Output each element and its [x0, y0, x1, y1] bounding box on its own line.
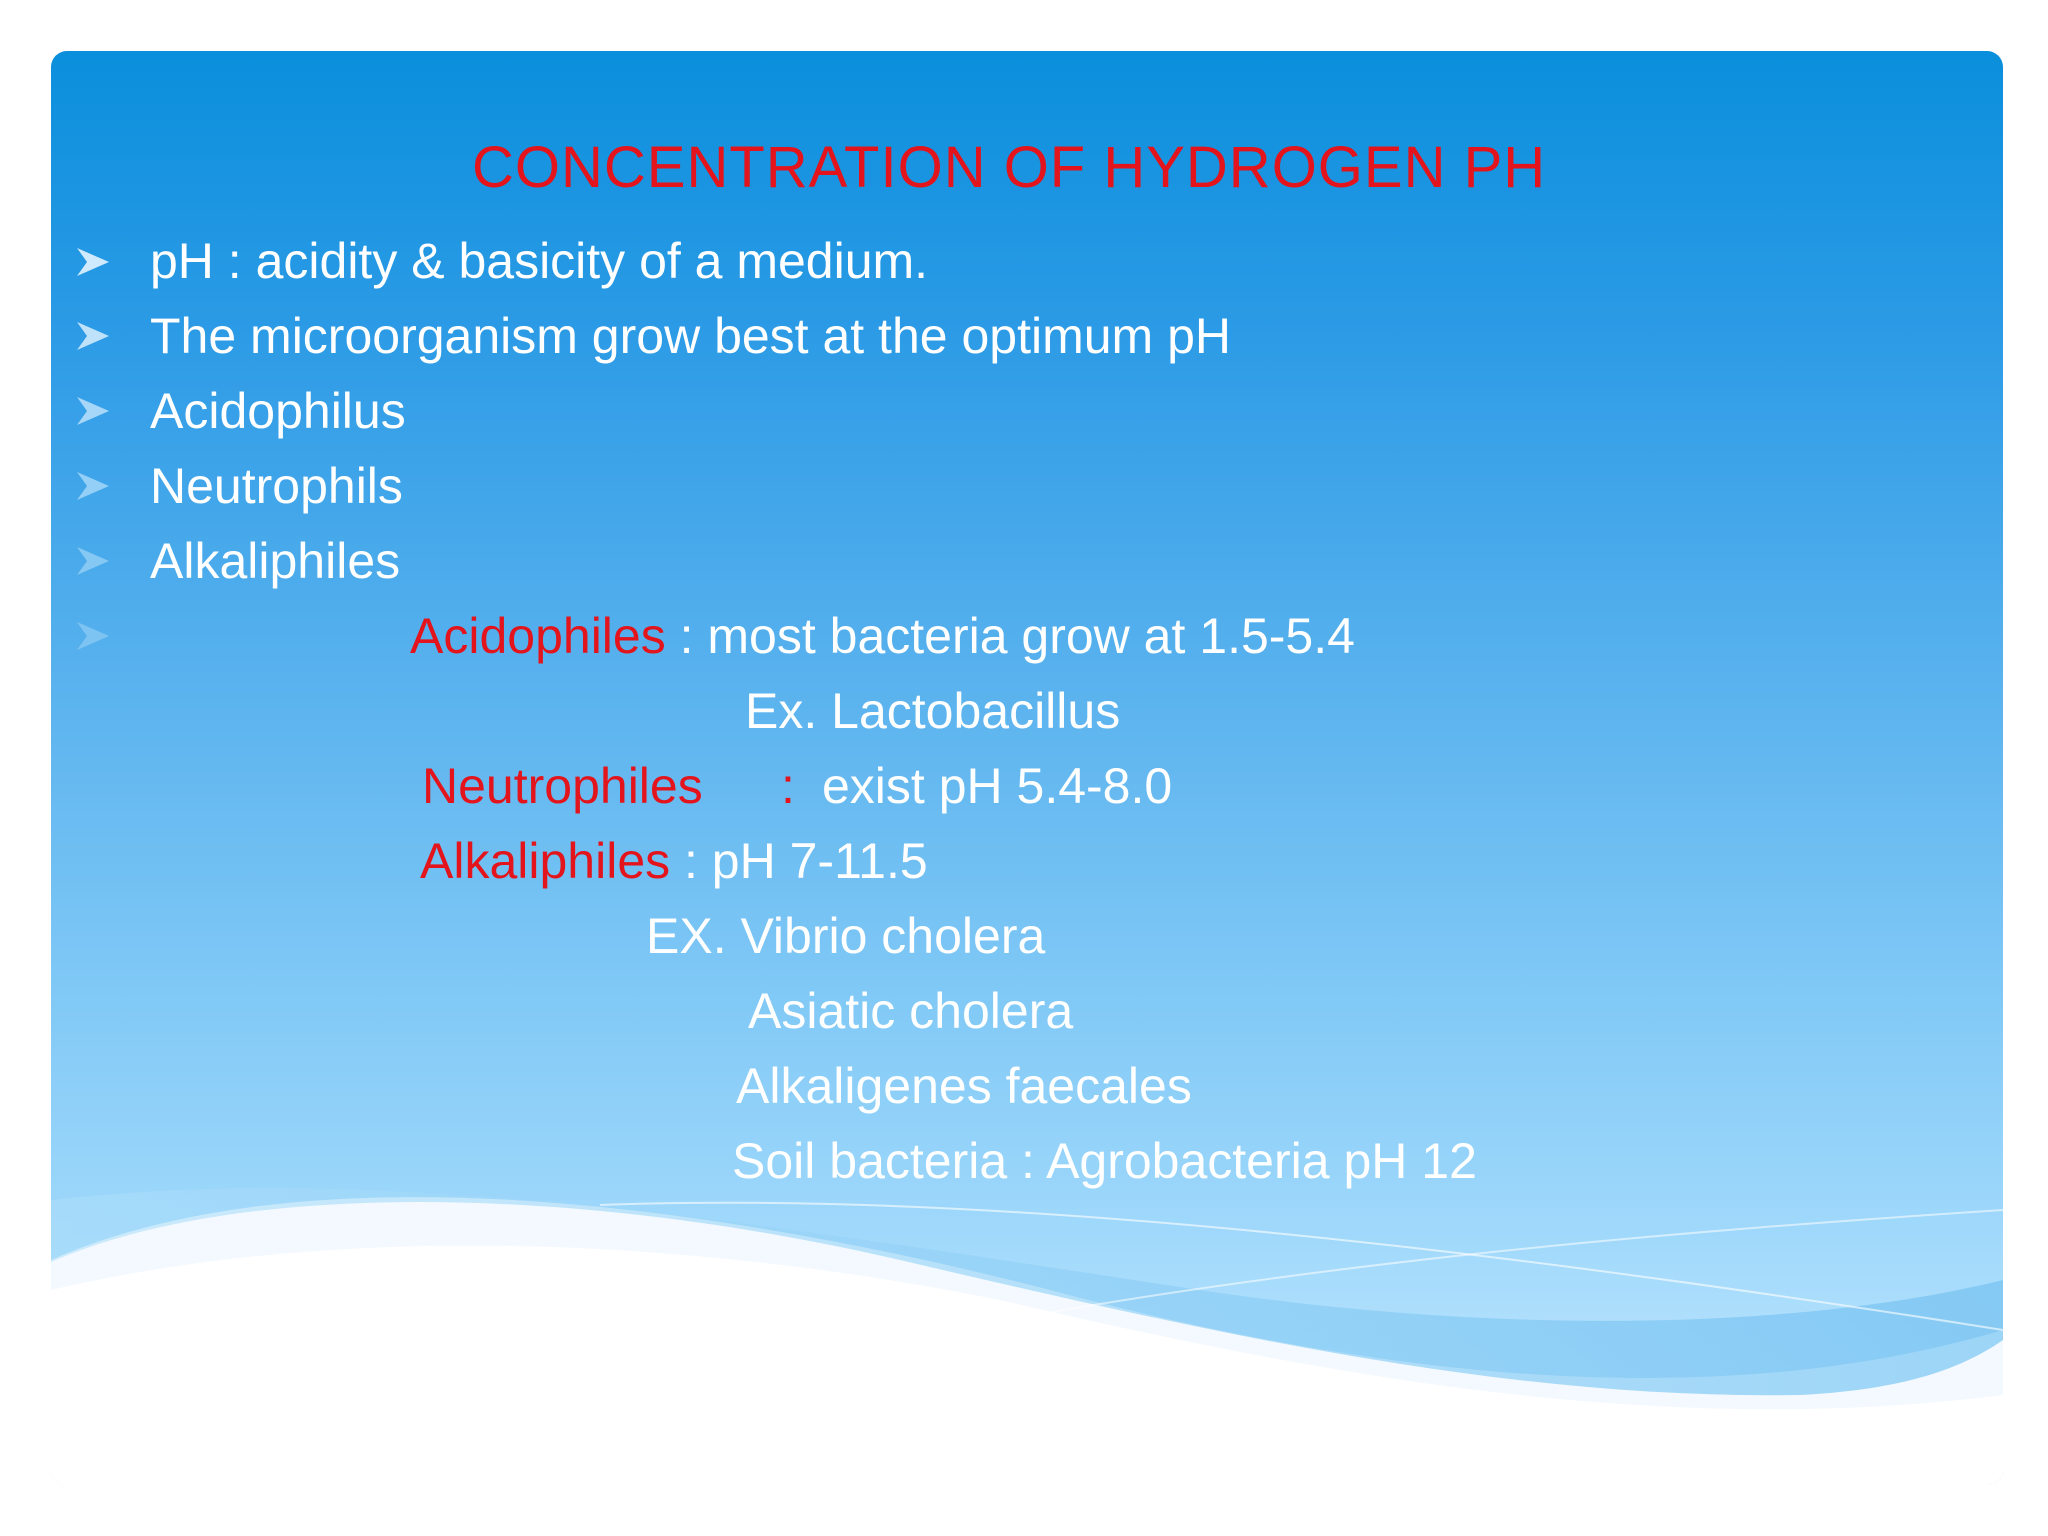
arrow-bullet-icon	[75, 618, 111, 654]
alkaliphiles-example: Alkaligenes faecales	[736, 1058, 1192, 1114]
alkaliphiles-term: Alkaliphiles	[420, 833, 671, 889]
arrow-bullet-icon	[75, 543, 111, 579]
alkaliphiles-description: : pH 7-11.5	[670, 833, 928, 889]
alkaliphiles-example: Soil bacteria : Agrobacteria pH 12	[732, 1133, 1477, 1189]
bullet-text: The microorganism grow best at the optimum pH	[150, 308, 1231, 364]
bullet-text: pH : acidity & basicity of a medium.	[150, 233, 929, 289]
alkaliphiles-line	[420, 831, 928, 891]
arrow-bullet-icon	[75, 318, 111, 354]
arrow-bullet-icon	[75, 393, 111, 429]
neutrophiles-description: exist pH 5.4-8.0	[822, 758, 1173, 814]
neutrophiles-term: Neutrophiles	[422, 758, 703, 814]
arrow-bullet-icon	[75, 244, 111, 280]
slide-title: CONCENTRATION OF HYDROGEN PH	[472, 135, 1547, 200]
bullet-text: Acidophilus	[150, 383, 406, 439]
bullet-text: Alkaliphiles	[150, 533, 401, 589]
alkaliphiles-example: EX. Vibrio cholera	[646, 908, 1046, 964]
acidophiles-line	[410, 606, 1355, 666]
alkaliphiles-example: Asiatic cholera	[748, 983, 1074, 1039]
bullet-text: Neutrophils	[150, 458, 403, 514]
arrow-bullet-icon	[75, 468, 111, 504]
acidophiles-example: Ex. Lactobacillus	[745, 683, 1121, 739]
neutrophiles-colon: :	[781, 758, 795, 814]
acidophiles-description: : most bacteria grow at 1.5-5.4	[665, 608, 1355, 664]
acidophiles-term: Acidophiles	[410, 608, 666, 664]
